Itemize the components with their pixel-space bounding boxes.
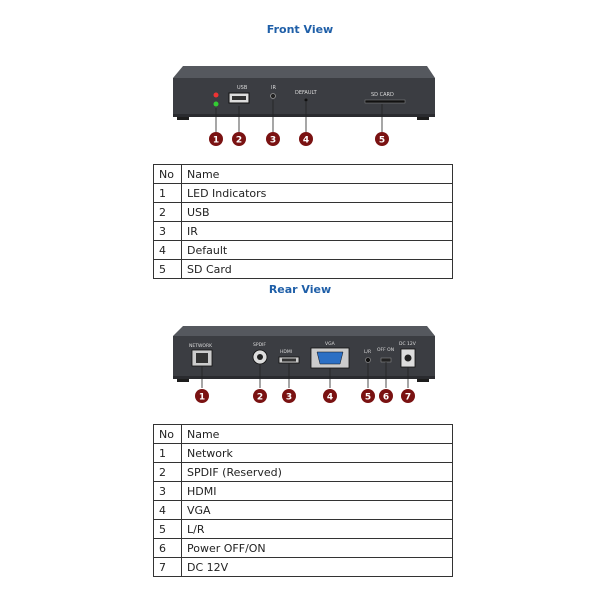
cell-no: 7 (154, 558, 182, 577)
rear-spec-table (153, 424, 453, 577)
cell-name: Power OFF/ON (182, 539, 453, 558)
svg-text:1: 1 (212, 135, 220, 146)
rear-callout (361, 389, 375, 403)
svg-text:7: 7 (404, 392, 412, 403)
front-default-label: DEFAULT (295, 90, 317, 96)
cell-name: LED Indicators (182, 184, 453, 203)
cell-no: 1 (154, 444, 182, 463)
table-header-row (154, 165, 453, 184)
svg-text:4: 4 (302, 135, 310, 146)
cell-no: 4 (154, 241, 182, 260)
rear-lr-label: L/R (364, 350, 372, 355)
cell-name: HDMI (182, 482, 453, 501)
rear-callout (379, 389, 393, 403)
rear-dc-label: DC 12V (399, 342, 416, 347)
cell-no: 2 (154, 463, 182, 482)
table-row (154, 241, 453, 260)
cell-name: IR (182, 222, 453, 241)
cell-name: VGA (182, 501, 453, 520)
rear-callout (253, 389, 267, 403)
table-row (154, 539, 453, 558)
cell-name: Network (182, 444, 453, 463)
table-row (154, 444, 453, 463)
cell-no: 2 (154, 203, 182, 222)
rear-spdif-label: SPDIF (253, 343, 266, 348)
table-row (154, 501, 453, 520)
rear-vga-label: VGA (325, 342, 335, 347)
rear-callout (195, 389, 209, 403)
cell-no: 5 (154, 260, 182, 279)
table-row (154, 463, 453, 482)
svg-text:3: 3 (269, 135, 277, 146)
table-row (154, 222, 453, 241)
header-no: No (154, 165, 182, 184)
front-view-title: Front View (266, 23, 334, 36)
cell-name: SPDIF (Reserved) (182, 463, 453, 482)
svg-text:5: 5 (378, 135, 386, 146)
svg-text:2: 2 (235, 135, 243, 146)
rear-callout (282, 389, 296, 403)
rear-callout (401, 389, 415, 403)
rear-panel-illustration (165, 320, 445, 414)
table-row (154, 260, 453, 279)
rear-offon-label: OFF ON (377, 348, 395, 353)
rear-callout (323, 389, 337, 403)
front-spec-table (153, 164, 453, 279)
svg-text:1: 1 (198, 392, 206, 403)
table-row (154, 203, 453, 222)
cell-name: L/R (182, 520, 453, 539)
rear-hdmi-label: HDMI (280, 350, 293, 355)
front-ir-label: IR (271, 85, 276, 91)
cell-name: SD Card (182, 260, 453, 279)
cell-no: 4 (154, 501, 182, 520)
cell-name: USB (182, 203, 453, 222)
header-name: Name (182, 165, 453, 184)
front-callout (266, 132, 280, 146)
cell-no: 3 (154, 482, 182, 501)
cell-no: 1 (154, 184, 182, 203)
svg-text:6: 6 (382, 392, 390, 403)
rear-network-label: NETWORK (189, 344, 213, 349)
front-panel-illustration (165, 60, 445, 154)
table-row (154, 482, 453, 501)
svg-text:2: 2 (256, 392, 264, 403)
cell-name: Default (182, 241, 453, 260)
front-sd-label: SD CARD (371, 92, 394, 98)
cell-no: 5 (154, 520, 182, 539)
front-callout (299, 132, 313, 146)
front-callout (209, 132, 223, 146)
svg-text:5: 5 (364, 392, 372, 403)
cell-no: 6 (154, 539, 182, 558)
front-usb-label: USB (237, 85, 248, 91)
table-row (154, 558, 453, 577)
front-callout (375, 132, 389, 146)
table-header-row (154, 425, 453, 444)
table-row (154, 184, 453, 203)
header-no: No (154, 425, 182, 444)
front-callout (232, 132, 246, 146)
header-name: Name (182, 425, 453, 444)
svg-text:3: 3 (285, 392, 293, 403)
svg-text:4: 4 (326, 392, 334, 403)
rear-view-title: Rear View (268, 283, 332, 296)
table-row (154, 520, 453, 539)
cell-no: 3 (154, 222, 182, 241)
cell-name: DC 12V (182, 558, 453, 577)
